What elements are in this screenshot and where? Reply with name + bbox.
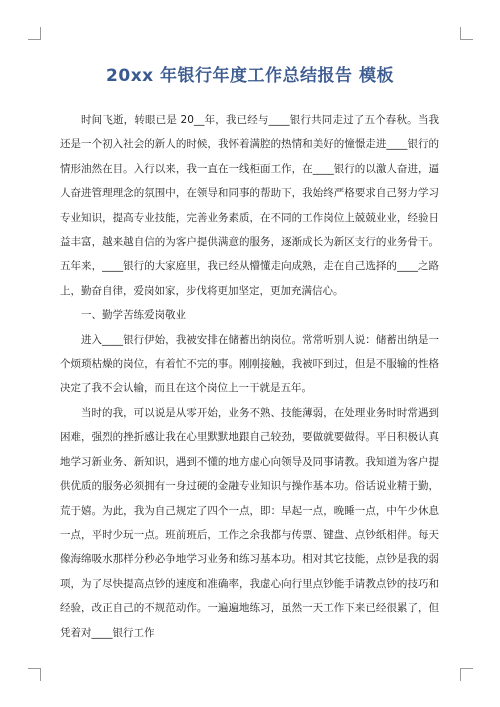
crop-mark-top-left	[28, 27, 41, 40]
document-body	[60, 108, 439, 645]
crop-mark-bottom-right	[460, 668, 473, 681]
paragraph-section-1: 进入____银行伊始，我被安排在储蓄出纳岗位。常常听别人说：储蓄出纳是一个烦琐枯燥的岗位，有着忙不完的事。刚刚接触，我被吓到过，但是不服输的性格决定了我不会认输，而且在这个岗位上一干就是五年。	[60, 333, 439, 395]
crop-mark-top-right	[460, 27, 473, 40]
document-title: 20xx 年银行年度工作总结报告 模板	[106, 66, 394, 86]
paragraph-section-2: 当时的我，可以说是从零开始，业务不熟、技能薄弱，在处理业务时时常遇到困难，强烈的挫折感让我在心里默默地跟自己较劲，要做就要做得。平日积极认真地学习新业务、新知识，遇到不懂的地方虚心向领导及同事请教。我知道为客户提供优质的服务必须拥有一身过硬的金融专业知识与操作基本功。俗话说业精于勤，荒于嬉。为此，我为自己规定了四个一点，即：早起一点，晚睡一点，中午少休息一点，平时少玩一点。班前班后，工作之余我都与传票、键盘、点钞纸相伴。每天像海绵吸水那样分秒必争地学习业务和练习基本功。相对其它技能，点钞是我的弱项，为了尽快提高点钞的速度和准确率，我虚心向行里点钞能手请教点钞的技巧和经验，改正自己的不规范动作。一遍遍地练习，虽然一天工作下来已经很累了，但凭着对____银行工作	[60, 406, 439, 639]
paragraph-intro: 时间飞逝，转眼已是 20__年，我已经与____银行共同走过了五个春秋。当我还是一个初入社会的新人的时候，我怀着满腔的热情和美好的憧憬走进____银行的情形油然在目。入行以来，我一直在一线柜面工作，在____银行的以激人奋进，逼人奋进管理理念的氛围中，在领导和同事的帮助下，我始终严格要求自己努力学习专业知识，提高专业技能，完善业务素质，在不同的工作岗位上兢兢业业，经验日益丰富，越来越自信的为客户提供满意的服务，逐渐成长为新区支行的业务骨干。五年来，____银行的大家庭里，我已经从懵懂走向成熟，走在自己选择的____之路上，勤奋自律，爱岗如家，步伐将更加坚定，更加充满信心。	[60, 114, 439, 297]
section-heading: 一、勤学苦练爱岗敬业	[81, 309, 186, 322]
crop-mark-bottom-left	[28, 668, 41, 681]
